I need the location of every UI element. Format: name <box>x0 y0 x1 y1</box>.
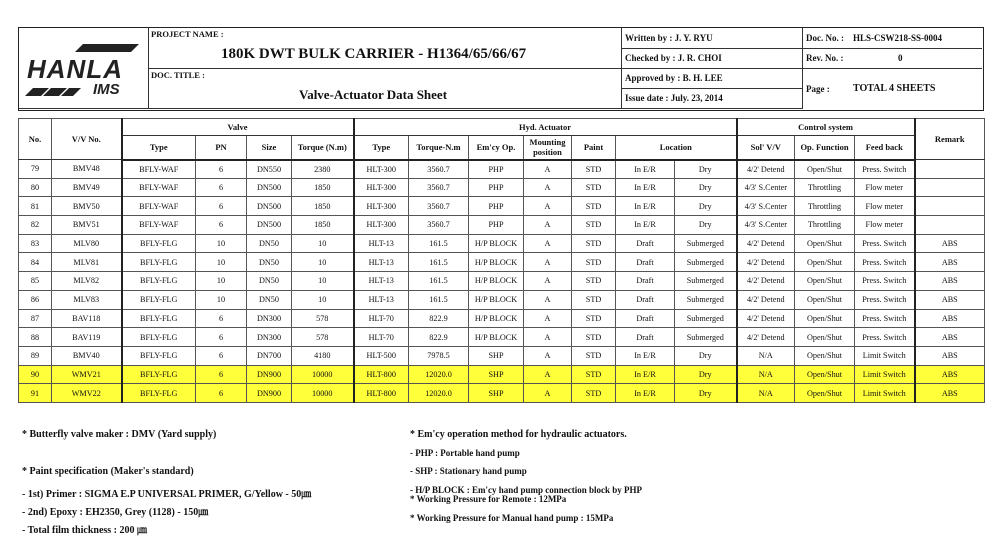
page-label: Page : <box>806 84 830 94</box>
cell-emcy: H/P BLOCK <box>469 290 524 309</box>
col-pn: PN <box>196 136 247 160</box>
cell-sol: N/A <box>737 384 795 403</box>
cell-loc1: Draft <box>616 272 675 291</box>
cell-sol: 4/2' Detend <box>737 309 795 328</box>
cell-no: 81 <box>19 197 52 216</box>
note-primer: - 1st) Primer : SIGMA E.P UNIVERSAL PRIMER, G/Yellow - 50㎛ <box>22 489 312 500</box>
cell-emcy: H/P BLOCK <box>469 309 524 328</box>
cell-no: 86 <box>19 290 52 309</box>
cell-sol: 4/2' Detend <box>737 160 795 179</box>
table-row <box>19 197 985 216</box>
note-paint-spec: * Paint specification (Maker's standard) <box>22 466 194 477</box>
cell-loc2: Dry <box>675 346 737 365</box>
cell-size: DN50 <box>247 272 292 291</box>
note-epoxy: - 2nd) Epoxy : EH2350, Grey (1128) - 150㎛ <box>22 507 209 518</box>
cell-fb: Limit Switch <box>855 365 915 384</box>
cell-mount: A <box>524 253 572 272</box>
note-maker: * Butterfly valve maker : DMV (Yard supply) <box>22 429 217 440</box>
cell-no: 85 <box>19 272 52 291</box>
issue-cell <box>622 89 803 109</box>
cell-type: BFLY-FLG <box>122 346 196 365</box>
col-op-function: Op. Function <box>795 136 855 160</box>
cell-type: BFLY-WAF <box>122 160 196 179</box>
cell-paint: STD <box>572 253 616 272</box>
cell-emcy: PHP <box>469 160 524 179</box>
cell-torque: 1850 <box>292 178 354 197</box>
cell-remark: ABS <box>915 384 985 403</box>
cell-tq: 12020.0 <box>409 384 469 403</box>
document-header <box>18 27 984 111</box>
cell-fb: Flow meter <box>855 197 915 216</box>
cell-remark: ABS <box>915 328 985 347</box>
cell-loc1: In E/R <box>616 216 675 235</box>
doc-no-label: Doc. No. : <box>806 33 844 43</box>
cell-pn: 6 <box>196 197 247 216</box>
cell-emcy: PHP <box>469 216 524 235</box>
cell-size: DN500 <box>247 178 292 197</box>
cell-mount: A <box>524 290 572 309</box>
cell-atype: HLT-300 <box>354 178 409 197</box>
cell-op: Throttling <box>795 178 855 197</box>
cell-sol: 4/3' S.Center <box>737 197 795 216</box>
cell-tq: 3560.7 <box>409 160 469 179</box>
cell-loc2: Dry <box>675 365 737 384</box>
cell-loc2: Dry <box>675 216 737 235</box>
cell-emcy: SHP <box>469 384 524 403</box>
cell-mount: A <box>524 178 572 197</box>
cell-no: 91 <box>19 384 52 403</box>
project-label: PROJECT NAME : <box>151 29 224 39</box>
table-row <box>19 365 985 384</box>
approved-cell <box>622 69 803 89</box>
cell-loc2: Dry <box>675 384 737 403</box>
table-row <box>19 178 985 197</box>
logo-sub: IMS <box>93 81 120 98</box>
cell-remark <box>915 197 985 216</box>
cell-paint: STD <box>572 178 616 197</box>
cell-mount: A <box>524 365 572 384</box>
cell-tq: 822.9 <box>409 309 469 328</box>
cell-vv: BMV51 <box>52 216 122 235</box>
cell-pn: 6 <box>196 178 247 197</box>
cell-sol: 4/2' Detend <box>737 272 795 291</box>
cell-size: DN500 <box>247 216 292 235</box>
cell-tq: 161.5 <box>409 253 469 272</box>
cell-op: Open/Shut <box>795 234 855 253</box>
cell-type: BFLY-FLG <box>122 309 196 328</box>
cell-paint: STD <box>572 290 616 309</box>
rev-label: Rev. No. : <box>806 53 844 63</box>
cell-remark: ABS <box>915 234 985 253</box>
cell-mount: A <box>524 234 572 253</box>
cell-fb: Flow meter <box>855 216 915 235</box>
cell-no: 79 <box>19 160 52 179</box>
cell-paint: STD <box>572 328 616 347</box>
cell-loc1: Draft <box>616 328 675 347</box>
cell-vv: BAV119 <box>52 328 122 347</box>
cell-vv: BMV50 <box>52 197 122 216</box>
cell-paint: STD <box>572 309 616 328</box>
cell-atype: HLT-500 <box>354 346 409 365</box>
col-sol-vv: Sol' V/V <box>737 136 795 160</box>
cell-torque: 10000 <box>292 365 354 384</box>
cell-remark <box>915 160 985 179</box>
written-by: Written by : J. Y. RYU <box>625 33 713 43</box>
cell-atype: HLT-70 <box>354 309 409 328</box>
cell-pn: 10 <box>196 272 247 291</box>
cell-op: Open/Shut <box>795 272 855 291</box>
cell-torque: 1850 <box>292 216 354 235</box>
col-remark: Remark <box>915 119 985 160</box>
cell-fb: Press. Switch <box>855 309 915 328</box>
cell-loc1: Draft <box>616 253 675 272</box>
cell-remark: ABS <box>915 253 985 272</box>
cell-no: 83 <box>19 234 52 253</box>
cell-vv: MLV82 <box>52 272 122 291</box>
cell-remark: ABS <box>915 309 985 328</box>
cell-torque: 2380 <box>292 160 354 179</box>
cell-mount: A <box>524 328 572 347</box>
cell-tq: 12020.0 <box>409 365 469 384</box>
cell-loc1: Draft <box>616 309 675 328</box>
cell-size: DN50 <box>247 290 292 309</box>
cell-sol: 4/3' S.Center <box>737 178 795 197</box>
cell-remark: ABS <box>915 290 985 309</box>
cell-no: 90 <box>19 365 52 384</box>
cell-remark: ABS <box>915 346 985 365</box>
cell-tq: 161.5 <box>409 290 469 309</box>
cell-loc1: Draft <box>616 290 675 309</box>
cell-op: Open/Shut <box>795 384 855 403</box>
cell-sol: 4/2' Detend <box>737 234 795 253</box>
col-mounting: Mounting position <box>524 136 572 160</box>
cell-no: 88 <box>19 328 52 347</box>
cell-emcy: SHP <box>469 346 524 365</box>
cell-mount: A <box>524 216 572 235</box>
cell-op: Open/Shut <box>795 346 855 365</box>
cell-loc2: Submerged <box>675 253 737 272</box>
cell-size: DN550 <box>247 160 292 179</box>
cell-paint: STD <box>572 160 616 179</box>
cell-pn: 6 <box>196 216 247 235</box>
cell-torque: 10000 <box>292 384 354 403</box>
cell-atype: HLT-300 <box>354 160 409 179</box>
cell-type: BFLY-FLG <box>122 328 196 347</box>
cell-loc2: Submerged <box>675 290 737 309</box>
cell-loc2: Dry <box>675 178 737 197</box>
cell-vv: WMV21 <box>52 365 122 384</box>
cell-torque: 578 <box>292 328 354 347</box>
page-cell <box>803 69 982 109</box>
cell-tq: 3560.7 <box>409 197 469 216</box>
col-location: Location <box>616 136 737 160</box>
rev-cell <box>803 49 982 69</box>
cell-pn: 6 <box>196 309 247 328</box>
cell-emcy: PHP <box>469 178 524 197</box>
cell-pn: 6 <box>196 384 247 403</box>
table-row <box>19 253 985 272</box>
cell-type: BFLY-WAF <box>122 197 196 216</box>
cell-pn: 6 <box>196 328 247 347</box>
cell-tq: 7978.5 <box>409 346 469 365</box>
cell-mount: A <box>524 346 572 365</box>
cell-atype: HLT-800 <box>354 384 409 403</box>
cell-atype: HLT-300 <box>354 216 409 235</box>
note-php: - PHP : Portable hand pump <box>410 448 520 458</box>
cell-pn: 10 <box>196 234 247 253</box>
cell-remark <box>915 216 985 235</box>
cell-atype: HLT-13 <box>354 253 409 272</box>
cell-loc1: In E/R <box>616 160 675 179</box>
group-control: Control system <box>737 119 915 136</box>
cell-size: DN300 <box>247 328 292 347</box>
cell-torque: 10 <box>292 290 354 309</box>
table-row <box>19 309 985 328</box>
cell-sol: N/A <box>737 365 795 384</box>
cell-no: 82 <box>19 216 52 235</box>
col-type: Type <box>122 136 196 160</box>
cell-mount: A <box>524 309 572 328</box>
cell-op: Open/Shut <box>795 365 855 384</box>
cell-pn: 10 <box>196 290 247 309</box>
col-actuator-type: Type <box>354 136 409 160</box>
cell-op: Open/Shut <box>795 253 855 272</box>
cell-paint: STD <box>572 197 616 216</box>
cell-loc1: In E/R <box>616 384 675 403</box>
cell-vv: MLV83 <box>52 290 122 309</box>
cell-type: BFLY-FLG <box>122 365 196 384</box>
doc-no: HLS-CSW218-SS-0004 <box>853 33 943 43</box>
cell-loc1: In E/R <box>616 365 675 384</box>
cell-tq: 3560.7 <box>409 178 469 197</box>
cell-remark <box>915 178 985 197</box>
cell-paint: STD <box>572 216 616 235</box>
cell-vv: BMV40 <box>52 346 122 365</box>
cell-vv: WMV22 <box>52 384 122 403</box>
cell-loc1: Draft <box>616 234 675 253</box>
rev-no: 0 <box>898 53 903 63</box>
cell-loc2: Dry <box>675 197 737 216</box>
cell-vv: BAV118 <box>52 309 122 328</box>
cell-atype: HLT-70 <box>354 328 409 347</box>
cell-type: BFLY-WAF <box>122 178 196 197</box>
cell-paint: STD <box>572 346 616 365</box>
cell-sol: 4/3' S.Center <box>737 216 795 235</box>
cell-atype: HLT-300 <box>354 197 409 216</box>
cell-pn: 6 <box>196 346 247 365</box>
cell-vv: BMV49 <box>52 178 122 197</box>
cell-vv: MLV81 <box>52 253 122 272</box>
logo-brand: HANLA <box>27 54 123 84</box>
cell-remark: ABS <box>915 272 985 291</box>
cell-emcy: H/P BLOCK <box>469 272 524 291</box>
col-torque-nm: Torque-N.m <box>409 136 469 160</box>
note-shp: - SHP : Stationary hand pump <box>410 466 527 476</box>
table-row <box>19 384 985 403</box>
note-manual-pressure: * Working Pressure for Manual hand pump : 15MPa <box>410 513 614 523</box>
doc-title: Valve-Actuator Data Sheet <box>299 87 448 102</box>
cell-sol: 4/2' Detend <box>737 253 795 272</box>
cell-fb: Press. Switch <box>855 253 915 272</box>
cell-size: DN500 <box>247 197 292 216</box>
cell-pn: 6 <box>196 160 247 179</box>
cell-vv: MLV80 <box>52 234 122 253</box>
group-actuator: Hyd. Actuator <box>354 119 737 136</box>
col-feed-back: Feed back <box>855 136 915 160</box>
issue-date: Issue date : July. 23, 2014 <box>625 93 723 103</box>
note-hp-block: - H/P BLOCK : Em'cy hand pump connection block by PHP <box>410 485 643 495</box>
cell-paint: STD <box>572 234 616 253</box>
cell-emcy: PHP <box>469 197 524 216</box>
cell-no: 80 <box>19 178 52 197</box>
cell-op: Throttling <box>795 216 855 235</box>
cell-tq: 161.5 <box>409 272 469 291</box>
doc-no-cell <box>803 28 982 49</box>
table-row <box>19 216 985 235</box>
cell-fb: Press. Switch <box>855 328 915 347</box>
project-cell <box>149 28 622 69</box>
cell-fb: Press. Switch <box>855 272 915 291</box>
cell-type: BFLY-WAF <box>122 216 196 235</box>
cell-torque: 10 <box>292 253 354 272</box>
cell-torque: 578 <box>292 309 354 328</box>
cell-no: 89 <box>19 346 52 365</box>
col-emcy-op: Em'cy Op. <box>469 136 524 160</box>
cell-pn: 6 <box>196 365 247 384</box>
cell-torque: 10 <box>292 272 354 291</box>
cell-size: DN50 <box>247 253 292 272</box>
logo-cell <box>19 28 149 109</box>
doc-title-cell <box>149 69 622 109</box>
cell-type: BFLY-FLG <box>122 272 196 291</box>
cell-sol: N/A <box>737 346 795 365</box>
cell-atype: HLT-13 <box>354 272 409 291</box>
cell-size: DN900 <box>247 365 292 384</box>
cell-mount: A <box>524 160 572 179</box>
cell-torque: 10 <box>292 234 354 253</box>
cell-torque: 1850 <box>292 197 354 216</box>
written-cell <box>622 28 803 49</box>
cell-fb: Press. Switch <box>855 160 915 179</box>
cell-atype: HLT-800 <box>354 365 409 384</box>
cell-loc2: Submerged <box>675 234 737 253</box>
group-valve: Valve <box>122 119 354 136</box>
cell-tq: 161.5 <box>409 234 469 253</box>
cell-emcy: H/P BLOCK <box>469 328 524 347</box>
cell-tq: 3560.7 <box>409 216 469 235</box>
cell-pn: 10 <box>196 253 247 272</box>
cell-loc1: In E/R <box>616 197 675 216</box>
project-name: 180K DWT BULK CARRIER - H1364/65/66/67 <box>221 46 527 62</box>
cell-mount: A <box>524 197 572 216</box>
cell-atype: HLT-13 <box>354 234 409 253</box>
cell-emcy: H/P BLOCK <box>469 234 524 253</box>
cell-size: DN50 <box>247 234 292 253</box>
cell-loc2: Dry <box>675 160 737 179</box>
cell-type: BFLY-FLG <box>122 384 196 403</box>
table-row <box>19 346 985 365</box>
cell-vv: BMV48 <box>52 160 122 179</box>
cell-fb: Flow meter <box>855 178 915 197</box>
note-remote-pressure: * Working Pressure for Remote : 12MPa <box>410 494 567 504</box>
cell-op: Open/Shut <box>795 309 855 328</box>
col-size: Size <box>247 136 292 160</box>
checked-cell <box>622 49 803 69</box>
cell-loc1: In E/R <box>616 178 675 197</box>
table-row <box>19 272 985 291</box>
checked-by: Checked by : J. R. CHOI <box>625 53 722 63</box>
cell-loc2: Submerged <box>675 272 737 291</box>
cell-op: Open/Shut <box>795 160 855 179</box>
cell-loc1: In E/R <box>616 346 675 365</box>
cell-sol: 4/2' Detend <box>737 328 795 347</box>
cell-mount: A <box>524 384 572 403</box>
cell-loc2: Submerged <box>675 309 737 328</box>
valve-actuator-table <box>18 118 985 403</box>
col-paint: Paint <box>572 136 616 160</box>
cell-type: BFLY-FLG <box>122 253 196 272</box>
cell-type: BFLY-FLG <box>122 234 196 253</box>
cell-op: Open/Shut <box>795 290 855 309</box>
cell-paint: STD <box>572 384 616 403</box>
cell-emcy: H/P BLOCK <box>469 253 524 272</box>
table-row <box>19 290 985 309</box>
cell-op: Throttling <box>795 197 855 216</box>
table-row <box>19 160 985 179</box>
cell-fb: Press. Switch <box>855 234 915 253</box>
table-row <box>19 234 985 253</box>
col-vv-no: V/V No. <box>52 119 122 160</box>
cell-paint: STD <box>572 365 616 384</box>
note-emcy-method: * Em'cy operation method for hydraulic actuators. <box>410 429 627 440</box>
cell-fb: Limit Switch <box>855 384 915 403</box>
hanla-logo <box>21 30 147 108</box>
col-torque: Torque (N.m) <box>292 136 354 160</box>
cell-size: DN300 <box>247 309 292 328</box>
cell-type: BFLY-FLG <box>122 290 196 309</box>
note-film: - Total film thickness : 200 ㎛ <box>22 525 148 536</box>
col-no: No. <box>19 119 52 160</box>
cell-atype: HLT-13 <box>354 290 409 309</box>
table-body <box>19 160 985 403</box>
cell-size: DN700 <box>247 346 292 365</box>
approved-by: Approved by : B. H. LEE <box>625 73 723 83</box>
cell-fb: Limit Switch <box>855 346 915 365</box>
cell-remark: ABS <box>915 365 985 384</box>
cell-fb: Press. Switch <box>855 290 915 309</box>
cell-emcy: SHP <box>469 365 524 384</box>
cell-tq: 822.9 <box>409 328 469 347</box>
cell-op: Open/Shut <box>795 328 855 347</box>
cell-size: DN900 <box>247 384 292 403</box>
cell-no: 84 <box>19 253 52 272</box>
cell-sol: 4/2' Detend <box>737 290 795 309</box>
doc-title-label: DOC. TITLE : <box>151 70 205 80</box>
table-row <box>19 328 985 347</box>
cell-paint: STD <box>572 272 616 291</box>
cell-mount: A <box>524 272 572 291</box>
cell-loc2: Submerged <box>675 328 737 347</box>
cell-torque: 4180 <box>292 346 354 365</box>
page-count: TOTAL 4 SHEETS <box>853 83 936 94</box>
cell-no: 87 <box>19 309 52 328</box>
